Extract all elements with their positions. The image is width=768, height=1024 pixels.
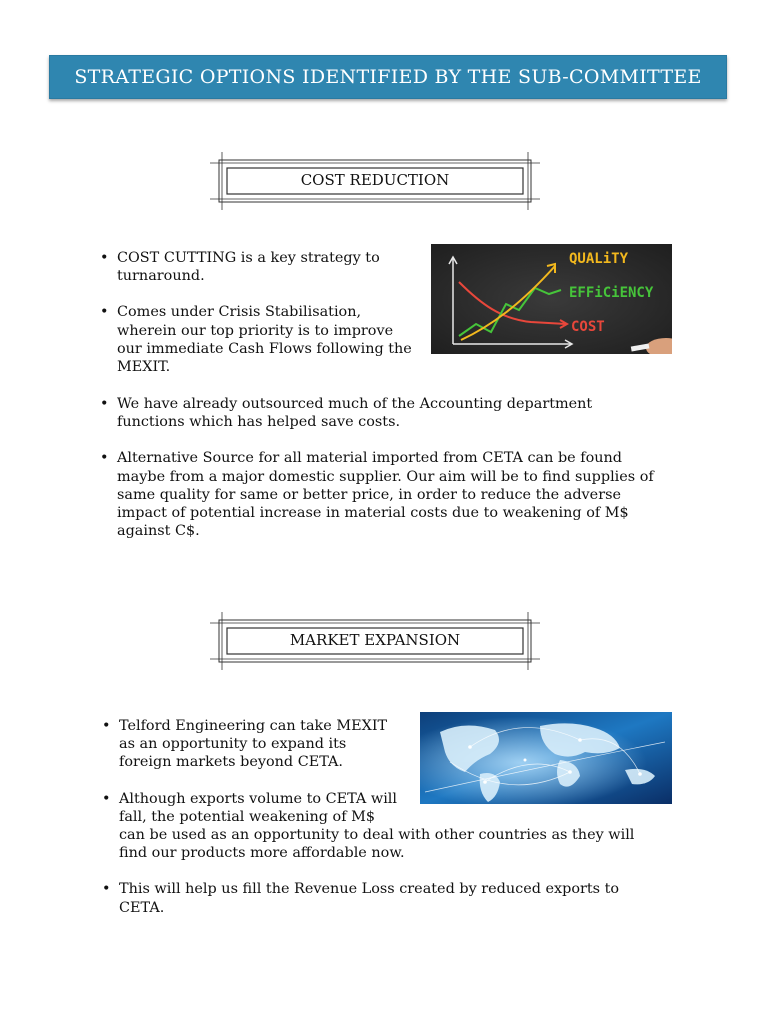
list-item: • This will help us fill the Revenue Loss created by reduced exports to CETA. [102,880,662,916]
section-heading-cost-reduction: COST REDUCTION [300,171,450,189]
list-item: • Comes under Crisis Stabilisation, wherein our top priority is to improve our immediate Cash Flows following the MEXIT. [100,303,420,376]
list-item: • Telford Engineering can take MEXIT as an opportunity to expand its foreign markets beyond CETA. [102,717,662,772]
quality-label: QUALiTY [569,251,629,267]
cost-reduction-heading-frame [210,152,540,210]
list-item: • COST CUTTING is a key strategy to turnaround. [100,249,420,285]
cost-reduction-list-continued [100,395,680,540]
page-title: STRATEGIC OPTIONS IDENTIFIED BY THE SUB-COMMITTEE [74,66,702,88]
title-banner [49,55,727,99]
section-heading-market-expansion: MARKET EXPANSION [289,631,461,649]
efficiency-label: EFFiCiENCY [569,285,654,301]
global-network-map-image [420,712,672,804]
cost-reduction-list [100,249,420,376]
list-item: • Alternative Source for all material imported from CETA can be found maybe from a major domestic supplier. Our aim will be to find supplies of same quality for same or better price, in order to reduce the adverse impact of potential increase in material costs due to weakening of M$ against C$. [100,449,680,540]
quality-efficiency-cost-chart-image [431,244,672,354]
market-expansion-heading-frame [210,612,540,670]
list-item: • Although exports volume to CETA will fall, the potential weakening of M$ can be used as an opportunity to deal with other countries as they will find our products more affordable now. [102,790,662,863]
cost-label: COST [571,319,605,335]
list-item: • We have already outsourced much of the Accounting department functions which has helped save costs. [100,395,680,431]
